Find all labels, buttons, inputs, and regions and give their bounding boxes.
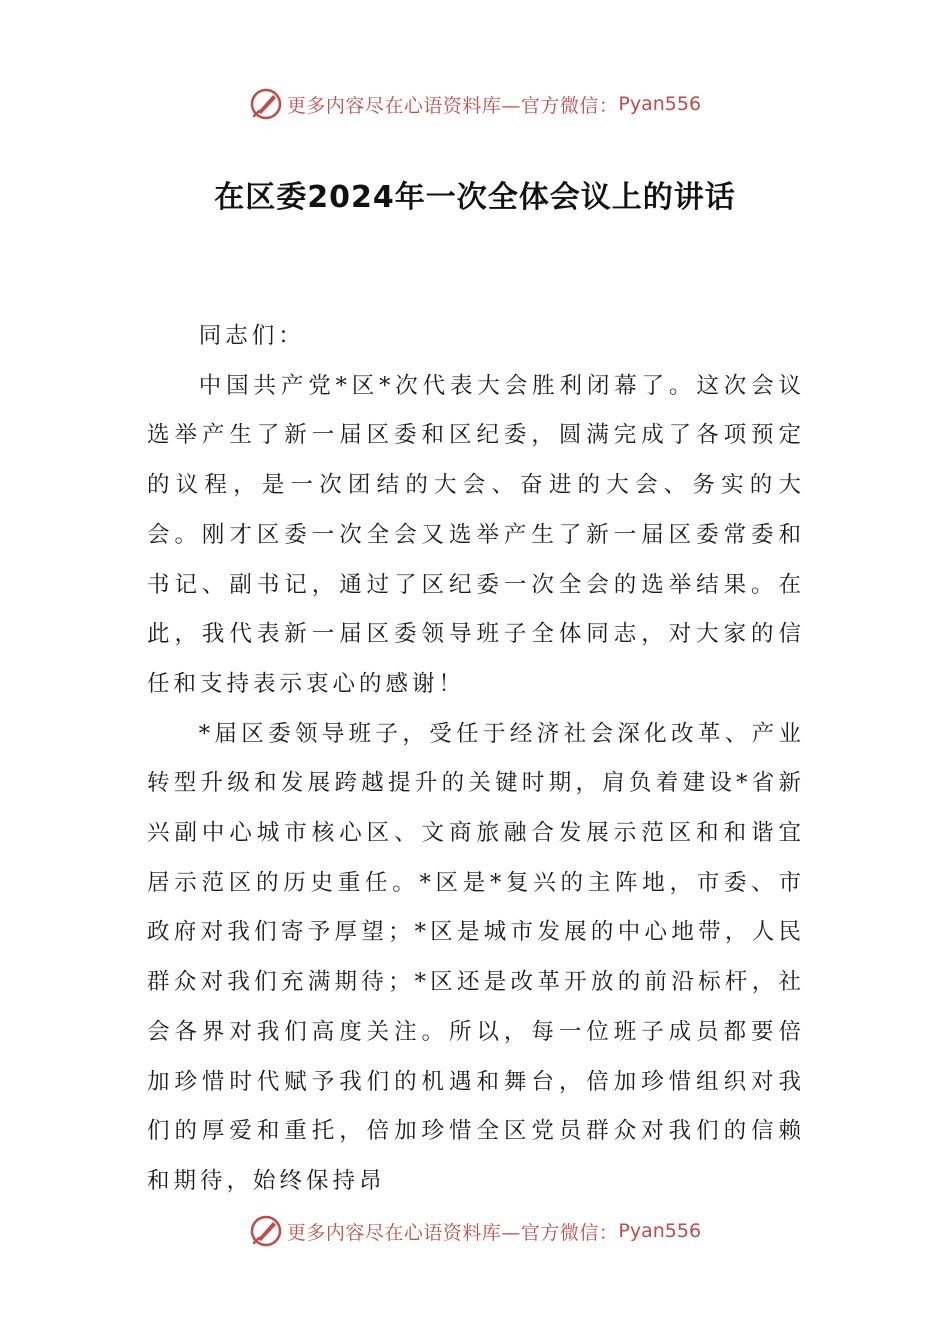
salutation: 同志们： — [198, 323, 305, 349]
banner-text: 更多内容尽在心语资料库—官方微信： — [286, 94, 619, 117]
banner-text: 更多内容尽在心语资料库—官方微信： — [286, 1221, 619, 1244]
quill-logo-icon — [249, 87, 283, 121]
document-body — [147, 312, 805, 1207]
paragraph: 中国共产党*区*次代表大会胜利闭幕了。这次会议选举产生了新一届区委和区纪委，圆满完成了各项预定的议程，是一次团结的大会、奋进的大会、务实的大会。刚才区委一次全会又选举产生了新一届区委常委和书记、副书记，通过了区纪委一次全会的选举结果。在此，我代表新一届区委领导班子全体同志，对大家的信任和支持表示衷心的感谢！ — [147, 372, 805, 697]
footer-banner — [0, 1211, 950, 1251]
banner-wechat-id: Pyan556 — [618, 1220, 702, 1242]
document-title: 在区委2024年一次全体会议上的讲话 — [214, 180, 736, 215]
paragraph: *届区委领导班子，受任于经济社会深化改革、产业转型升级和发展跨越提升的关键时期，肩负着建设*省新兴副中心城市核心区、文商旅融合发展示范区和和谐宜居示范区的历史重任。*区是*复兴的主阵地，市委、市政府对我们寄予厚望；*区是城市发展的中心地带，人民群众对我们充满期待；*区还是改革开放的前沿标杆，社会各界对我们高度关注。所以，每一位班子成员都要倍加珍惜时代赋予我们的机遇和舞台，倍加珍惜组织对我们的厚爱和重托，倍加珍惜全区党员群众对我们的信赖和期待，始终保持昂 — [147, 720, 805, 1194]
banner-wechat-id: Pyan556 — [618, 93, 702, 115]
quill-logo-icon — [249, 1214, 283, 1248]
header-banner — [0, 84, 950, 124]
